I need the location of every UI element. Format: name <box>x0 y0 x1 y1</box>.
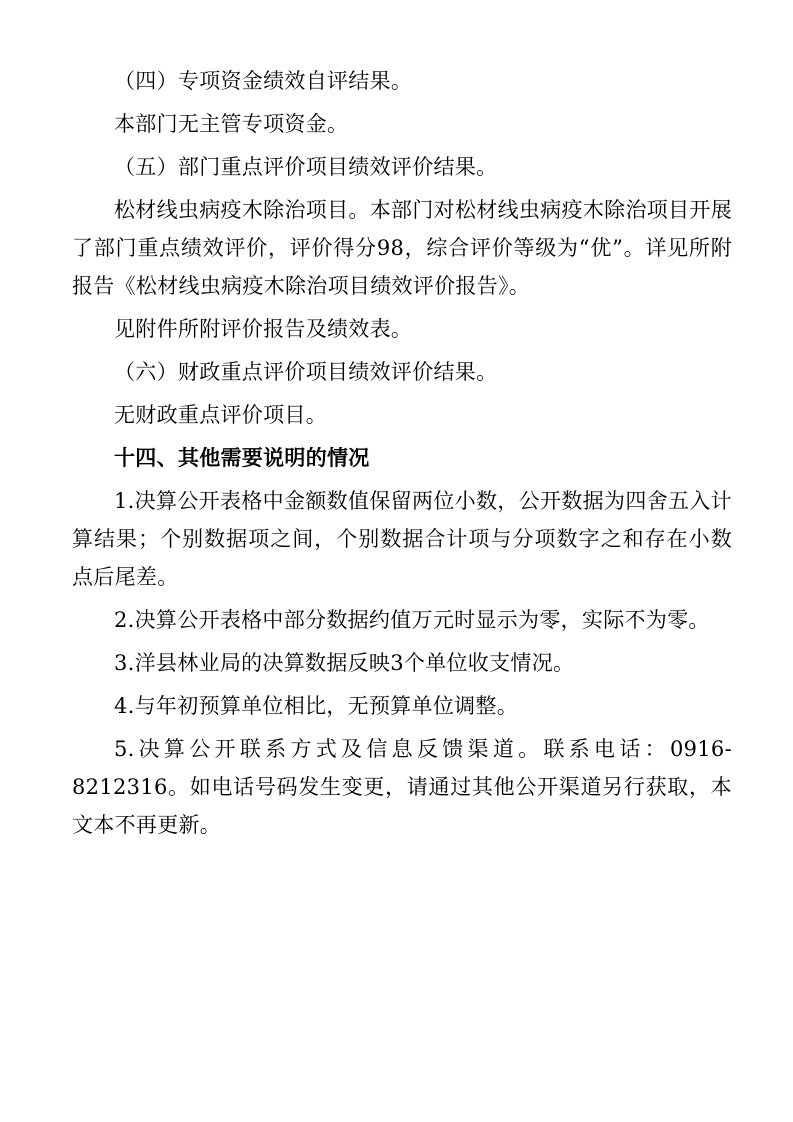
note-item-1: 1.决算公开表格中金额数值保留两位小数，公开数据为四舍五入计算结果；个别数据项之间，个别数据合计项与分项数字之和存在小数点后尾差。 <box>72 489 732 589</box>
note-item-3: 3.洋县林业局的决算数据反映3个单位收支情况。 <box>114 651 575 675</box>
section-heading-finance-key-evaluation: （六）财政重点评价项目绩效评价结果。 <box>114 360 498 384</box>
note-item-5: 5.决算公开联系方式及信息反馈渠道。联系电话：0916-8212316。如电话号码发生变更，请通过其他公开渠道另行获取，本文本不再更新。 <box>72 737 732 837</box>
note-item-4: 4.与年初预算单位相比，无预算单位调整。 <box>114 694 519 718</box>
paragraph-pine-wilt-project: 松材线虫病疫木除治项目。本部门对松材线虫病疫木除治项目开展了部门重点绩效评价，评价得分98，综合评价等级为“优”。详见所附报告《松材线虫病疫木除治项目绩效评价报告》。 <box>72 198 732 298</box>
paragraph-no-special-funds: 本部门无主管专项资金。 <box>114 112 349 136</box>
section-heading-special-funds: （四）专项资金绩效自评结果。 <box>114 69 413 93</box>
section-heading-department-key-evaluation: （五）部门重点评价项目绩效评价结果。 <box>114 155 498 179</box>
paragraph-see-attachment: 见附件所附评价报告及绩效表。 <box>114 317 413 341</box>
document-body <box>72 62 732 844</box>
paragraph-no-finance-evaluation: 无财政重点评价项目。 <box>114 403 327 427</box>
chapter-heading-other-notes: 十四、其他需要说明的情况 <box>114 446 370 470</box>
note-item-2: 2.决算公开表格中部分数据约值万元时显示为零，实际不为零。 <box>114 608 710 632</box>
